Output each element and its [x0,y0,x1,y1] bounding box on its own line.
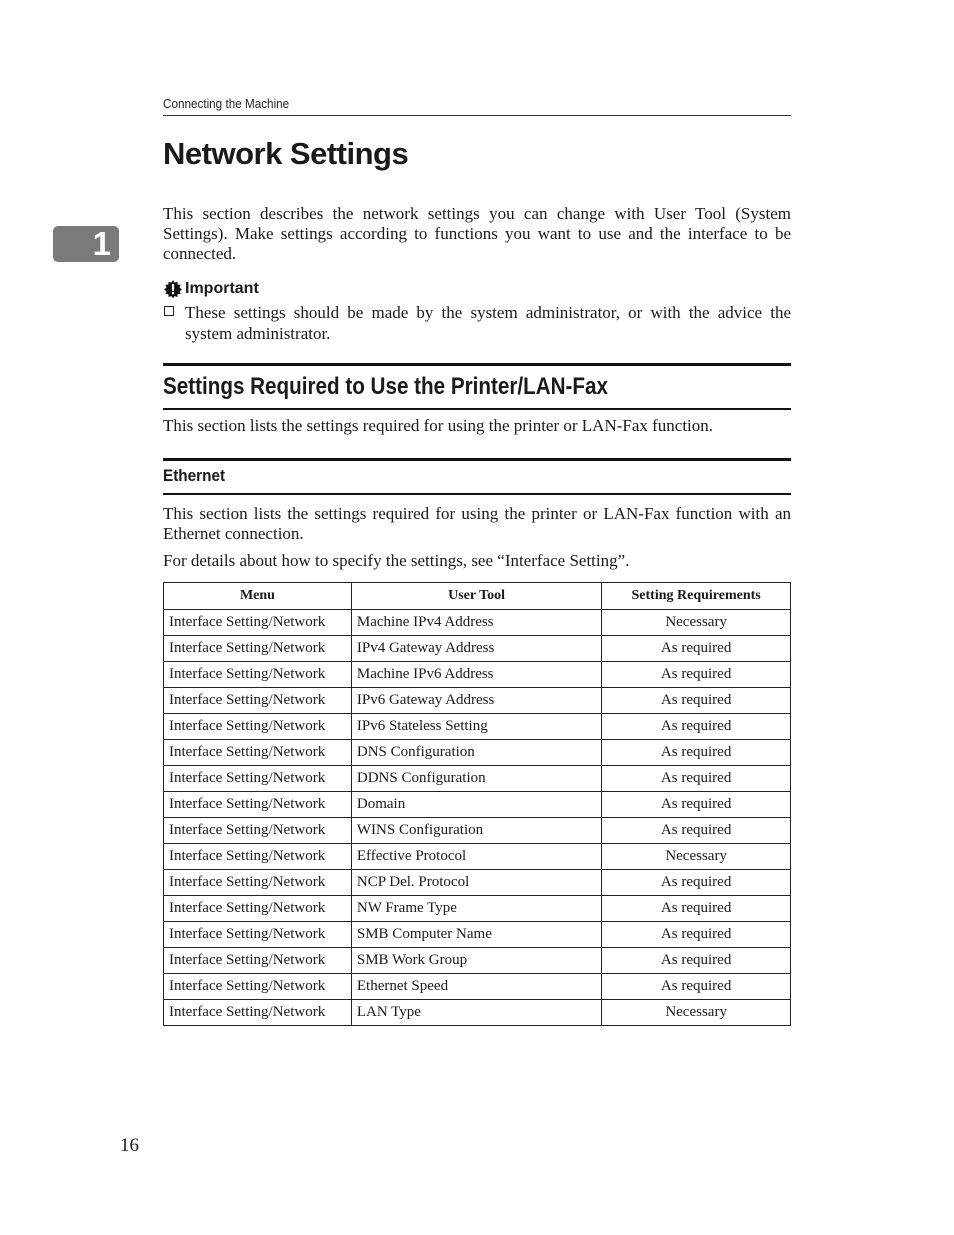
cell-menu: Interface Setting/Network [164,844,352,870]
cell-user-tool: IPv4 Gateway Address [351,636,601,662]
subsection-bottom-rule [163,493,791,495]
table-row [164,610,791,636]
cell-user-tool: SMB Work Group [351,948,601,974]
cell-setting-requirement: As required [602,766,791,792]
table-row [164,844,791,870]
cell-menu: Interface Setting/Network [164,870,352,896]
table-row [164,896,791,922]
table-row [164,740,791,766]
cell-menu: Interface Setting/Network [164,818,352,844]
cell-setting-requirement: As required [602,896,791,922]
cell-menu: Interface Setting/Network [164,948,352,974]
cell-user-tool: IPv6 Stateless Setting [351,714,601,740]
cell-user-tool: DNS Configuration [351,740,601,766]
intro-paragraph: This section describes the network settings you can change with User Tool (System Settings). Make settings according to functions you want to use and the interface to be connected. [163,204,791,263]
cell-setting-requirement: As required [602,714,791,740]
running-header: Connecting the Machine [163,96,290,111]
table-row [164,792,791,818]
important-item-text: These settings should be made by the system administrator, or with the advice the system administrator. [185,303,791,343]
column-header-setting-requirements: Setting Requirements [602,583,791,610]
checkbox-bullet-icon [164,306,174,316]
cell-menu: Interface Setting/Network [164,714,352,740]
cell-menu: Interface Setting/Network [164,1000,352,1026]
table-row [164,974,791,1000]
cell-setting-requirement: As required [602,662,791,688]
cell-setting-requirement: As required [602,792,791,818]
cell-user-tool: Machine IPv6 Address [351,662,601,688]
table-row [164,714,791,740]
table-row [164,662,791,688]
cell-user-tool: NCP Del. Protocol [351,870,601,896]
cell-menu: Interface Setting/Network [164,740,352,766]
subsection-paragraph-1: This section lists the settings required for using the printer or LAN-Fax function with an Ethernet connection. [163,504,791,543]
cell-menu: Interface Setting/Network [164,792,352,818]
cell-menu: Interface Setting/Network [164,922,352,948]
cell-user-tool: IPv6 Gateway Address [351,688,601,714]
subsection-paragraph-2: For details about how to specify the settings, see “Interface Setting”. [163,551,630,570]
section-bottom-rule [163,408,791,410]
cell-setting-requirement: As required [602,740,791,766]
important-list-item [163,302,791,344]
header-rule [163,115,791,116]
cell-setting-requirement: As required [602,818,791,844]
column-header-menu: Menu [164,583,352,610]
table-row [164,1000,791,1026]
table-row [164,688,791,714]
cell-user-tool: LAN Type [351,1000,601,1026]
cell-user-tool: WINS Configuration [351,818,601,844]
cell-menu: Interface Setting/Network [164,896,352,922]
cell-user-tool: Machine IPv4 Address [351,610,601,636]
section-paragraph: This section lists the settings required for using the printer or LAN-Fax function. [163,416,714,435]
table-row [164,766,791,792]
chapter-tab [53,226,119,262]
cell-setting-requirement: As required [602,870,791,896]
cell-user-tool: DDNS Configuration [351,766,601,792]
table-row [164,818,791,844]
cell-setting-requirement: Necessary [602,844,791,870]
cell-menu: Interface Setting/Network [164,766,352,792]
page-title: Network Settings [163,136,409,171]
cell-user-tool: Effective Protocol [351,844,601,870]
cell-user-tool: Domain [351,792,601,818]
subsection-heading: Ethernet [163,466,226,485]
cell-setting-requirement: Necessary [602,1000,791,1026]
table-body [164,610,791,1026]
cell-setting-requirement: As required [602,636,791,662]
cell-setting-requirement: As required [602,688,791,714]
cell-menu: Interface Setting/Network [164,610,352,636]
important-text: Important [185,280,259,297]
chapter-number: 1 [92,225,111,262]
table-row [164,948,791,974]
table-row [164,636,791,662]
cell-menu: Interface Setting/Network [164,636,352,662]
cell-menu: Interface Setting/Network [164,974,352,1000]
section-heading: Settings Required to Use the Printer/LAN-Fax [163,373,608,400]
cell-setting-requirement: As required [602,948,791,974]
table-row [164,870,791,896]
cell-user-tool: SMB Computer Name [351,922,601,948]
cell-user-tool: NW Frame Type [351,896,601,922]
section-top-rule [163,363,791,366]
cell-user-tool: Ethernet Speed [351,974,601,1000]
cell-menu: Interface Setting/Network [164,662,352,688]
important-icon [163,279,183,299]
settings-table [163,582,791,1026]
page-number: 16 [120,1135,139,1156]
subsection-top-rule [163,458,791,461]
table-header-row [164,583,791,610]
cell-menu: Interface Setting/Network [164,688,352,714]
table-row [164,922,791,948]
cell-setting-requirement: As required [602,922,791,948]
important-label [163,279,259,299]
cell-setting-requirement: As required [602,974,791,1000]
cell-setting-requirement: Necessary [602,610,791,636]
column-header-user-tool: User Tool [351,583,601,610]
